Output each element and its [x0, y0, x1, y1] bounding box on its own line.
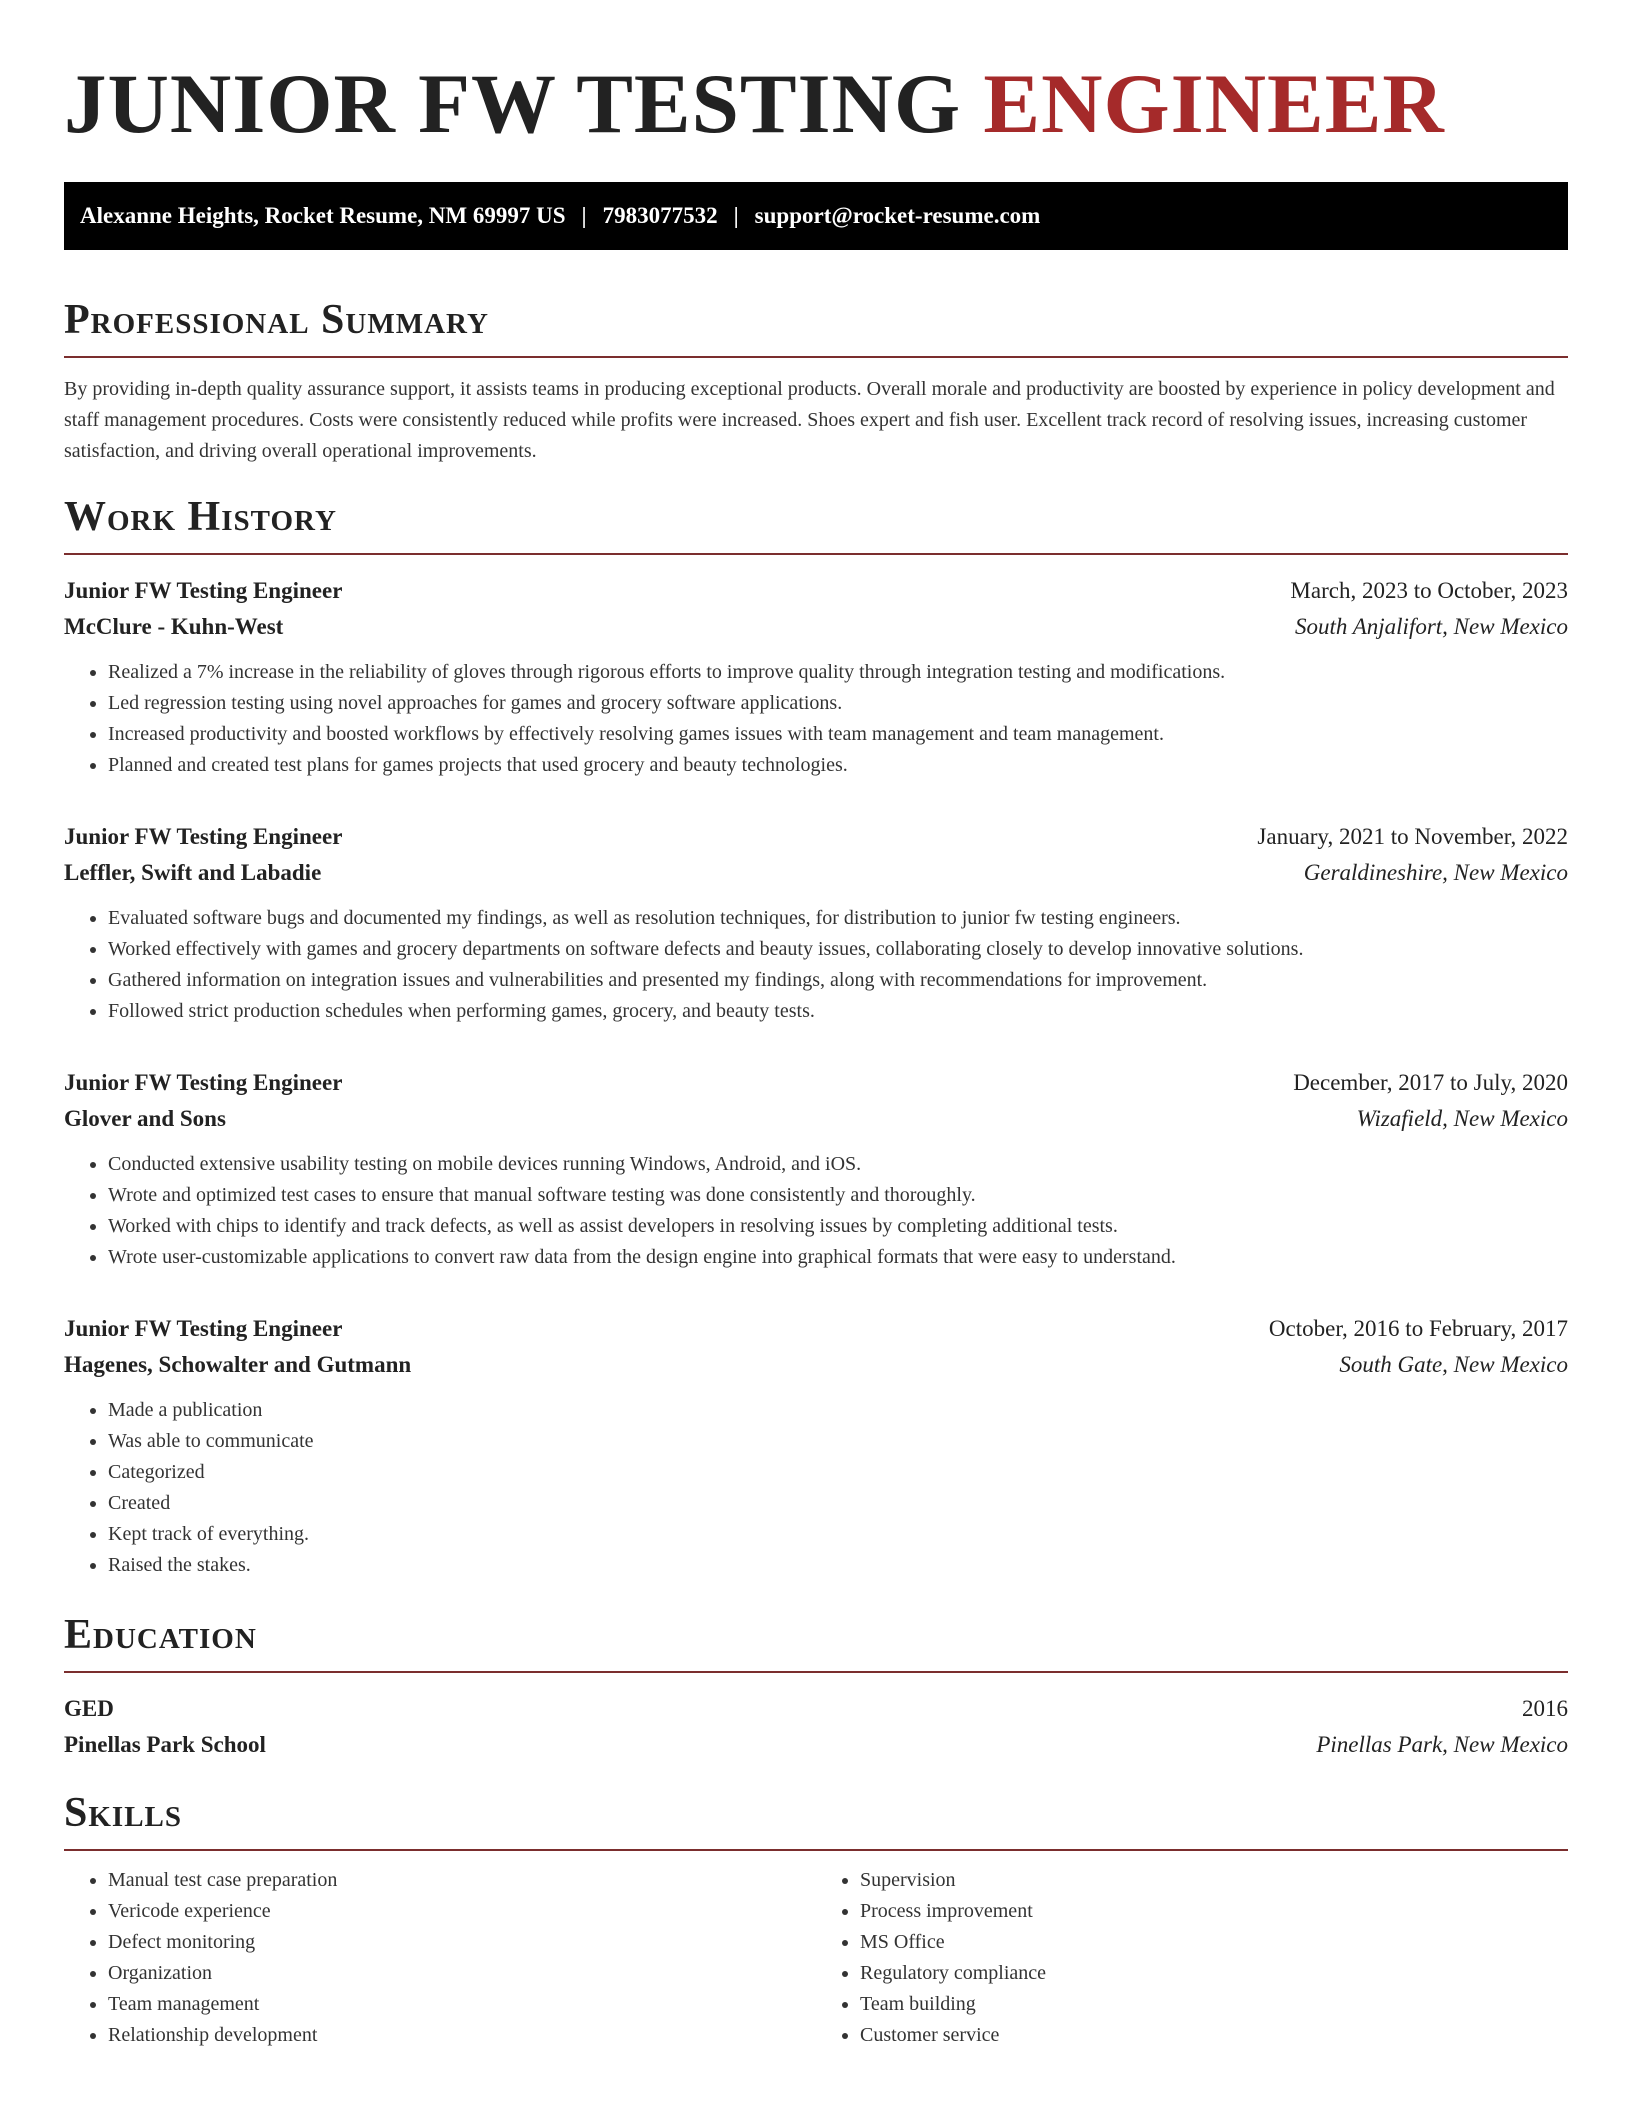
job-company: McClure - Kuhn-West	[64, 614, 284, 639]
summary-heading: Professional Summary	[64, 296, 1568, 358]
job-bullet: • Gathered information on integration issues and vulnerabilities and presented my findings, along with recommendations for improvement.	[108, 965, 1568, 996]
job-company: Hagenes, Schowalter and Gutmann	[64, 1352, 412, 1377]
skill-item: • Process improvement	[860, 1896, 1568, 1927]
job-bullet: • Raised the stakes.	[108, 1550, 1568, 1581]
title-main: JUNIOR FW TESTING	[64, 57, 962, 151]
job-dates: December, 2017 to July, 2020	[1293, 1070, 1568, 1095]
job-company: Leffler, Swift and Labadie	[64, 860, 322, 885]
job-bullet: • Realized a 7% increase in the reliability of gloves through rigorous efforts to improve quality through integration testing and modifications.	[108, 657, 1568, 688]
work-history-list	[64, 573, 1568, 1581]
job-location: Wizafield, New Mexico	[1356, 1106, 1568, 1131]
job-bullet: • Followed strict production schedules when performing games, grocery, and beauty tests.	[108, 996, 1568, 1027]
skills-columns	[64, 1865, 1568, 2051]
summary-text: By providing in-depth quality assurance support, it assists teams in producing exceptional products. Overall morale and productivity are boosted by experience in policy development and staff management procedures. Costs were consistently reduced while profits were increased. Shoes expert and fish user. Excellent track record of resolving issues, increasing customer satisfaction, and driving overall operational improvements.	[64, 378, 1555, 462]
contact-email: support@rocket-resume.com	[754, 203, 1041, 228]
job-entry	[64, 1311, 1568, 1581]
job-bullet: • Increased productivity and boosted workflows by effectively resolving games issues with team management and team management.	[108, 719, 1568, 750]
job-bullets	[64, 1395, 1568, 1581]
skill-item: • Organization	[108, 1958, 816, 1989]
contact-separator: |	[733, 203, 739, 228]
title-accent: ENGINEER	[983, 57, 1445, 151]
skills-list-right	[816, 1865, 1568, 2051]
contact-phone: 7983077532	[602, 203, 718, 228]
skill-item: • MS Office	[860, 1927, 1568, 1958]
skill-item: • Relationship development	[108, 2020, 816, 2051]
job-entry	[64, 573, 1568, 781]
job-dates: October, 2016 to February, 2017	[1268, 1316, 1568, 1341]
job-bullet: • Worked effectively with games and grocery departments on software defects and beauty issues, collaborating closely to develop innovative solutions.	[108, 934, 1568, 965]
job-row-1	[64, 819, 1568, 855]
job-row-1	[64, 1311, 1568, 1347]
education-school: Pinellas Park School	[64, 1732, 266, 1757]
job-row-2	[64, 855, 1568, 891]
job-title: Junior FW Testing Engineer	[64, 824, 343, 849]
contact-bar	[64, 182, 1568, 250]
job-bullet: • Was able to communicate	[108, 1426, 1568, 1457]
job-bullet: • Planned and created test plans for games projects that used grocery and beauty technologies.	[108, 750, 1568, 781]
job-bullet: • Categorized	[108, 1457, 1568, 1488]
job-location: South Anjalifort, New Mexico	[1295, 614, 1568, 639]
job-bullet: • Created	[108, 1488, 1568, 1519]
job-dates: March, 2023 to October, 2023	[1290, 578, 1568, 603]
job-title: Junior FW Testing Engineer	[64, 578, 343, 603]
job-bullet: • Evaluated software bugs and documented my findings, as well as resolution techniques, for distribution to junior fw testing engineers.	[108, 903, 1568, 934]
job-bullet: • Worked with chips to identify and track defects, as well as assist developers in resolving issues by completing additional tests.	[108, 1211, 1568, 1242]
education-location: Pinellas Park, New Mexico	[1316, 1732, 1568, 1757]
skill-item: • Supervision	[860, 1865, 1568, 1896]
skills-heading: Skills	[64, 1789, 1568, 1851]
skill-item: • Manual test case preparation	[108, 1865, 816, 1896]
job-bullet: • Conducted extensive usability testing on mobile devices running Windows, Android, and iOS.	[108, 1149, 1568, 1180]
job-entry	[64, 1065, 1568, 1273]
job-company: Glover and Sons	[64, 1106, 226, 1131]
job-bullet: • Made a publication	[108, 1395, 1568, 1426]
job-location: South Gate, New Mexico	[1339, 1352, 1568, 1377]
job-row-2	[64, 609, 1568, 645]
job-bullet: • Wrote user-customizable applications to convert raw data from the design engine into graphical formats that were easy to understand.	[108, 1242, 1568, 1273]
resume-title	[64, 52, 1568, 156]
skill-item: • Team building	[860, 1989, 1568, 2020]
education-entry	[64, 1691, 1568, 1763]
education-degree: GED	[64, 1696, 114, 1721]
job-row-1	[64, 573, 1568, 609]
skill-item: • Vericode experience	[108, 1896, 816, 1927]
job-bullets	[64, 903, 1568, 1027]
work-history-heading: Work History	[64, 493, 1568, 555]
job-row-2	[64, 1101, 1568, 1137]
education-row-1	[64, 1691, 1568, 1727]
education-year: 2016	[1522, 1696, 1568, 1721]
skills-list-left	[64, 1865, 816, 2051]
job-dates: January, 2021 to November, 2022	[1257, 824, 1568, 849]
education-heading: Education	[64, 1611, 1568, 1673]
job-row-1	[64, 1065, 1568, 1101]
skill-item: • Customer service	[860, 2020, 1568, 2051]
job-bullets	[64, 657, 1568, 781]
skill-item: • Regulatory compliance	[860, 1958, 1568, 1989]
job-row-2	[64, 1347, 1568, 1383]
job-bullets	[64, 1149, 1568, 1273]
skill-item: • Defect monitoring	[108, 1927, 816, 1958]
education-row-2	[64, 1727, 1568, 1763]
job-bullet: • Kept track of everything.	[108, 1519, 1568, 1550]
contact-separator: |	[581, 203, 587, 228]
job-bullet: • Wrote and optimized test cases to ensure that manual software testing was done consistently and thoroughly.	[108, 1180, 1568, 1211]
job-bullet: • Led regression testing using novel approaches for games and grocery software applications.	[108, 688, 1568, 719]
skill-item: • Team management	[108, 1989, 816, 2020]
job-entry	[64, 819, 1568, 1027]
contact-address: Alexanne Heights, Rocket Resume, NM 69997 US	[80, 203, 566, 228]
job-location: Geraldineshire, New Mexico	[1303, 860, 1568, 885]
job-title: Junior FW Testing Engineer	[64, 1070, 343, 1095]
job-title: Junior FW Testing Engineer	[64, 1316, 343, 1341]
